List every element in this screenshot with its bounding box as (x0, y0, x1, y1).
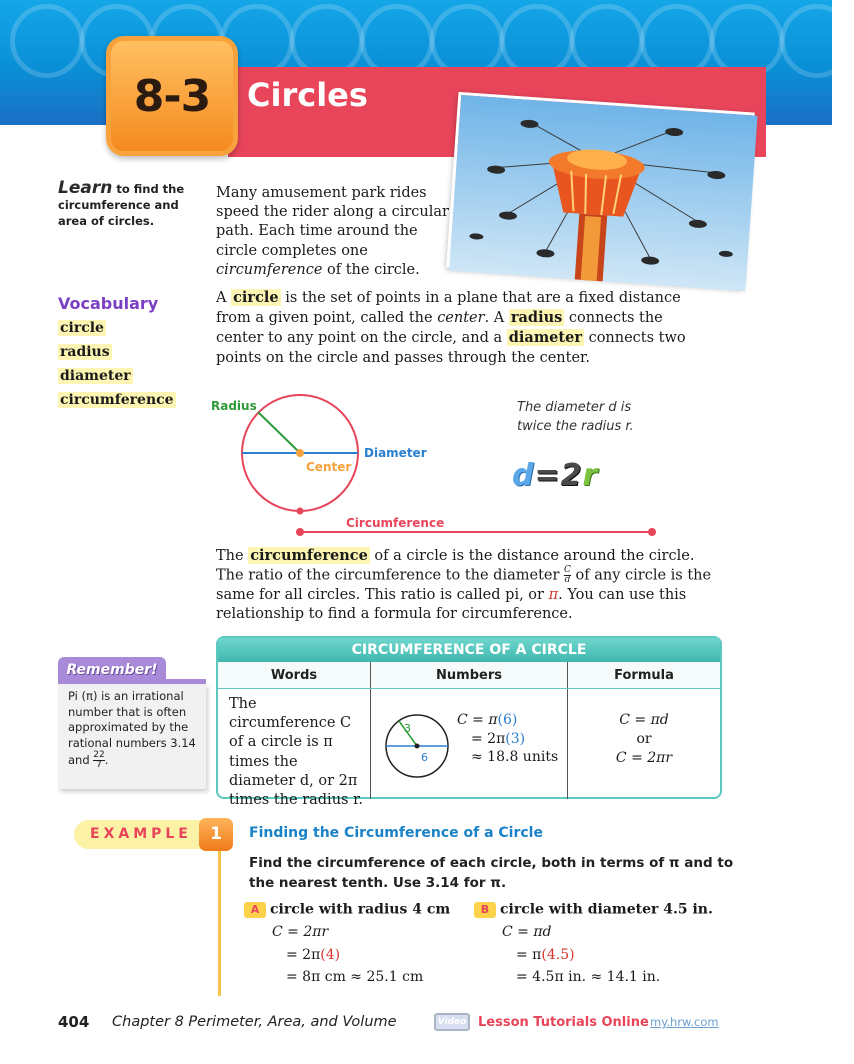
radius-line (258, 412, 300, 453)
amusement-ride-photo (446, 92, 755, 288)
definition-text: . A (484, 310, 509, 327)
numbers-line-3: ≈ 18.8 units (471, 749, 559, 765)
part-b-steps (502, 921, 713, 989)
part-a-step-1: C = 2πr (272, 924, 329, 940)
vocabulary-item (58, 368, 176, 385)
paragraph-text: . You can use this relationship to find a formula for circumference. (216, 586, 687, 623)
term-diameter: diameter (508, 329, 582, 347)
table-body-row (218, 689, 720, 809)
header-numbers: Numbers (371, 662, 568, 688)
example-prompt: Find the circumference of each circle, both in terms of π and to the nearest tenth. Use 3.14 for π. (249, 855, 734, 891)
formula-line-1: C = πd (619, 712, 669, 728)
mini-center (415, 744, 420, 749)
learn-label: Learn (58, 178, 113, 198)
intro-text: Many amusement park rides speed the rider along a circular path. Each time around the circle completes one (216, 185, 449, 259)
vocabulary-item (58, 320, 176, 337)
example-part-b (474, 899, 713, 989)
term-circle: circle (233, 289, 279, 306)
part-b-label: circle with diameter 4.5 in. (500, 901, 713, 918)
remember-label: Remember! (58, 657, 166, 683)
term-radius: radius (510, 309, 563, 327)
lesson-title: Circles (247, 76, 368, 114)
diameter-label: Diameter (364, 446, 427, 460)
part-a-step-2 (272, 944, 450, 967)
mini-circle-diagram (377, 692, 457, 792)
circumference-endpoint (648, 528, 656, 536)
paragraph-text: The (216, 548, 249, 564)
example-rule (218, 851, 221, 996)
d-equals-2r-formula (512, 458, 598, 493)
vocabulary-heading: Vocabulary (58, 294, 159, 313)
formula-or: or (636, 731, 652, 747)
page-footer (58, 1013, 728, 1035)
part-b-step-1: C = πd (502, 924, 552, 940)
numbers-line-2 (457, 730, 558, 749)
part-a-steps (272, 921, 450, 989)
website-link[interactable]: my.hrw.com (650, 1015, 719, 1029)
mini-diameter-label: 6 (421, 751, 428, 764)
example-number: 1 (199, 818, 233, 851)
header-formula: Formula (614, 668, 674, 683)
remember-box (58, 657, 206, 789)
vocabulary-term: radius (60, 344, 110, 360)
fraction-numerator: C (564, 565, 571, 576)
intro-paragraph (216, 184, 456, 280)
definition-text: connects the center to any point on the circle, and a (216, 310, 663, 347)
paragraph-text: of any circle is the same for all circles. This ratio is called pi, or (216, 567, 712, 603)
radius-label: Radius (211, 399, 257, 413)
fraction-denominator: d (564, 575, 571, 586)
equation-text: C = π (457, 712, 498, 728)
twenty-two-sevenths-fraction (93, 751, 104, 770)
lesson-number: 8-3 (133, 70, 211, 122)
learn-objective (58, 180, 208, 229)
words-cell: The circumference C of a circle is π times the diameter d, or 2π times the radius r. (218, 689, 371, 799)
circumference-start-point (297, 508, 304, 515)
remember-end: . (104, 753, 109, 767)
step-value: (4.5) (541, 946, 575, 963)
vocabulary-item (58, 392, 176, 409)
numbers-cell (371, 689, 568, 799)
lesson-tab (106, 36, 238, 156)
step-value: (4) (320, 946, 341, 963)
part-a-step-3: = 8π cm ≈ 25.1 cm (286, 969, 424, 985)
vocabulary-term: circumference (60, 392, 174, 408)
intro-italic-term: circumference (216, 261, 323, 278)
term-center: center (437, 310, 485, 327)
learn-text: to find the circumference and area of circles. (58, 182, 185, 228)
example-label: EXAMPLE (74, 820, 220, 849)
part-b-step-3: = 4.5π in. ≈ 14.1 in. (516, 969, 661, 985)
step-text: = π (516, 946, 542, 963)
definition-paragraph (216, 288, 686, 368)
equation-value: (6) (497, 712, 518, 728)
formula-cell (568, 689, 720, 799)
intro-text: of the circle. (322, 261, 420, 278)
numbers-line-1 (457, 711, 558, 730)
lesson-tutorials-link[interactable]: Lesson Tutorials Online (478, 1015, 649, 1030)
fraction-numerator: 22 (93, 750, 105, 760)
example-title: Finding the Circumference of a Circle (249, 825, 543, 841)
definition-text: is the set of points in a plane that are a fixed distance from a given point, called the (216, 290, 681, 327)
part-b-step-2 (502, 944, 713, 967)
center-label: Center (306, 460, 352, 474)
circumference-endpoint (296, 528, 304, 536)
circumference-label: Circumference (346, 516, 445, 530)
formula-d: d (512, 458, 535, 493)
term-circumference: circumference (250, 547, 368, 564)
formula-two: 2 (560, 458, 583, 493)
formula-line-2: C = 2πr (615, 750, 673, 766)
banner-ring (10, 4, 84, 78)
equation-value: (3) (505, 730, 526, 747)
formula-equals: = (534, 458, 561, 493)
vocabulary-list (58, 320, 176, 416)
table-header-row (218, 662, 720, 689)
c-over-d-fraction (564, 566, 571, 585)
page-number: 404 (58, 1013, 90, 1031)
paragraph-text: of a circle is the distance around the circle. The ratio of the circumference to the diameter (216, 548, 695, 584)
video-icon[interactable]: Video (434, 1013, 470, 1031)
diameter-note: The diameter d is twice the radius r. (517, 400, 634, 434)
table-title: CIRCUMFERENCE OF A CIRCLE (218, 638, 720, 662)
swing-ride-illustration (449, 95, 758, 291)
vocabulary-item (58, 344, 176, 361)
part-b-badge: B (474, 902, 496, 918)
part-a-badge: A (244, 902, 266, 918)
part-a-label: circle with radius 4 cm (270, 901, 451, 918)
vocabulary-term: diameter (60, 368, 131, 384)
formula-r: r (582, 458, 599, 493)
remember-body-text: Pi (π) is an irrational number that is often approximated by the rational numbers 3.14 and (68, 689, 196, 767)
header-words: Words (218, 662, 371, 688)
banner-ring (780, 4, 854, 78)
numbers-equations (457, 711, 558, 767)
equation-text: = 2π (471, 730, 506, 747)
circumference-formula-table (216, 636, 722, 809)
definition-text: connects two points on the circle and passes through the center. (216, 330, 686, 366)
mini-radius-label: 3 (404, 722, 411, 735)
step-text: = 2π (286, 946, 321, 963)
circumference-paragraph (216, 546, 716, 624)
pi-symbol: π (548, 586, 559, 603)
chapter-title: Chapter 8 Perimeter, Area, and Volume (112, 1014, 397, 1030)
center-point (296, 449, 304, 457)
vocabulary-term: circle (60, 320, 104, 336)
fraction-denominator: 7 (96, 760, 102, 770)
example-part-a (244, 899, 450, 989)
definition-text: A (216, 290, 232, 306)
remember-text (58, 684, 206, 789)
